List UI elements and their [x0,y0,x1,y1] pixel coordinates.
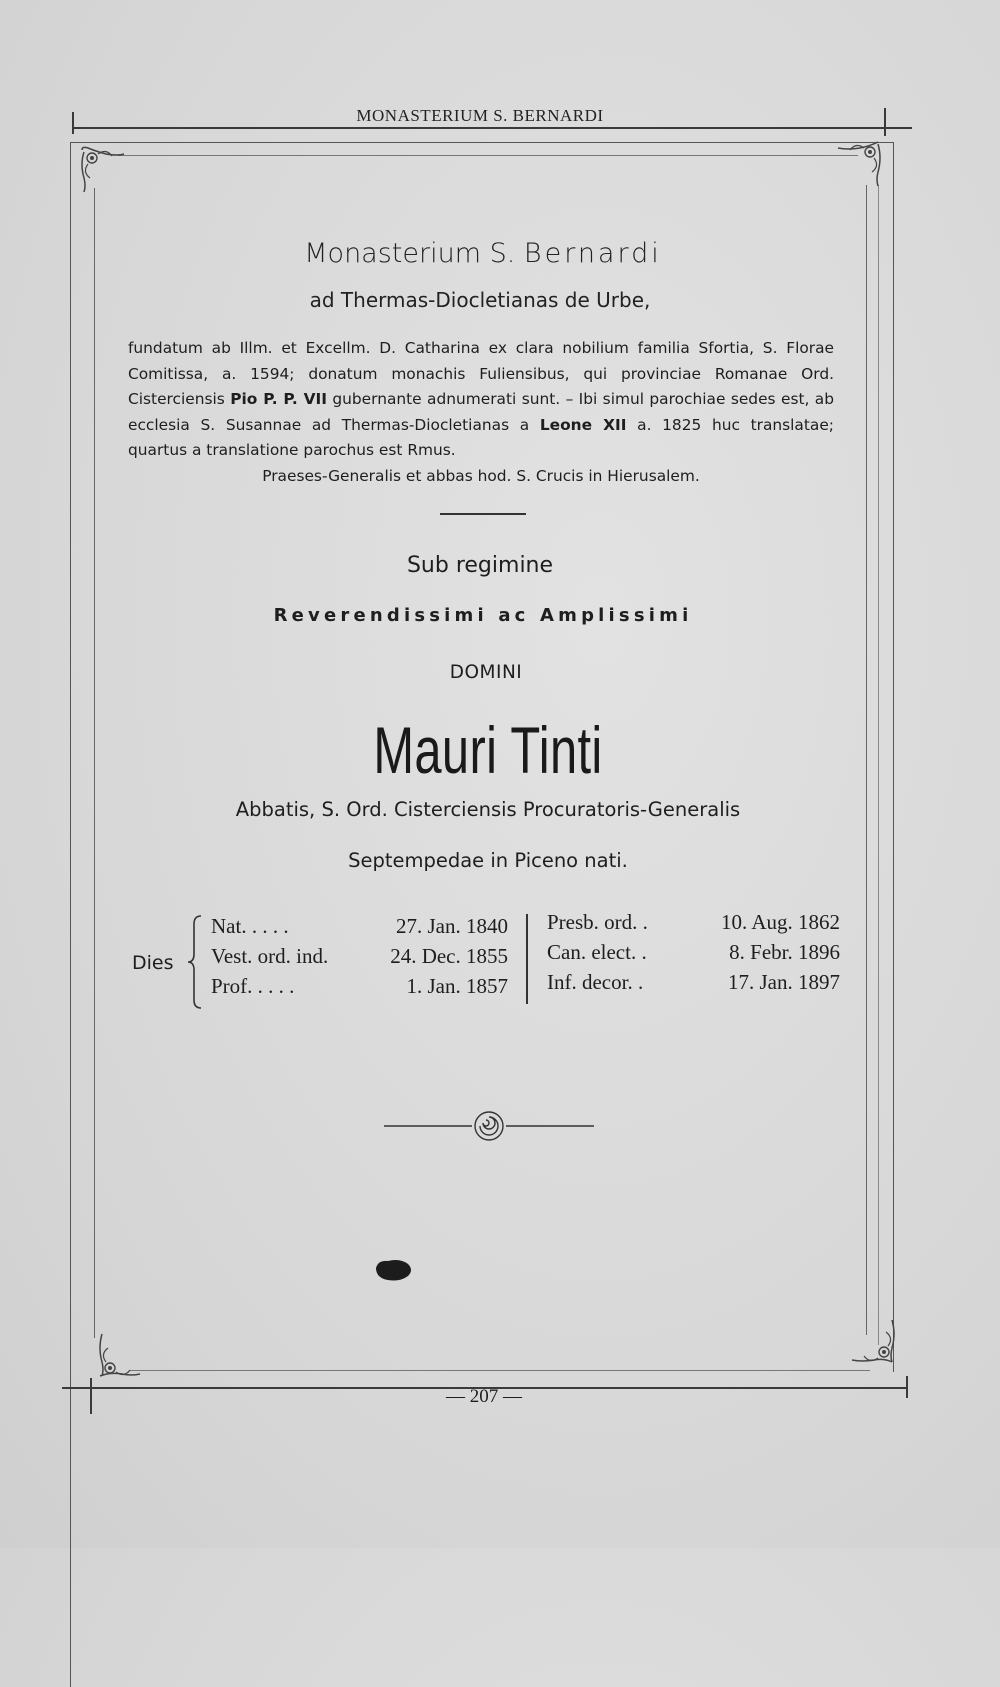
ink-blot [372,1256,414,1284]
frame-second-right [878,185,879,1345]
dates-right-values [680,907,840,997]
sub-regimine-heading: Sub regimine [406,553,554,578]
dates-left-events [211,911,328,1001]
domini-line: DOMINI [449,662,523,683]
page-title [0,238,966,269]
separator-rule [440,513,526,515]
body-text-3: a. 1825 huc translatae; quartus a translatione parochus est Rmus. [128,415,834,459]
body-text-2: gubernante adnumerati sunt. – Ibi simul parochiae sedes est, ab ecclesia S. Susannae ad Thermas-Diocletianas a [128,390,835,434]
title-part-2: Bernardi [523,238,662,269]
top-rule-left-tick [72,112,74,134]
date-event-inf: Inf. decor. . [547,970,644,994]
date-event-nat: Nat. . . . . [211,914,289,938]
reverendissimi-line: Reverendissimi ac Amplissimi [273,605,693,626]
frame-outer-left [70,142,71,1687]
corner-ornament-top-right [834,138,884,188]
body-text-last-line: Praeses-Generalis et abbas hod. S. Crucis in Hierusalem. [262,466,700,485]
date-value-inf: 17. Jan. 1897 [728,970,840,994]
date-event-can: Can. elect. . [547,940,647,964]
corner-ornament-top-left [78,144,128,194]
dates-column-divider [526,914,528,1004]
body-bold-pope-leo: Leone XII [539,415,627,434]
top-rule-right-tick [884,108,886,136]
top-rule [72,127,912,129]
body-paragraph [128,336,834,489]
frame-inner-bottom [130,1370,870,1371]
frame-outer-right [893,142,894,1372]
corner-ornament-bottom-left [96,1332,146,1382]
frame-inner-top [118,155,858,156]
left-brace [186,914,204,1010]
page-number: — 207 — [446,1386,522,1407]
body-text-1: fundatum ab Illm. et Excellm. D. Catharina ex clara nobilium familia Sfortia, S. Florae Comitissa, a. 1594; donatum monachis Fuliensibus, qui provinciae Romanae Ord. Cisterciensis [128,339,834,408]
date-event-prof: Prof. . . . . [211,974,295,998]
abbot-titles: Abbatis, S. Ord. Cisterciensis Procuratoris-Generalis [235,798,741,821]
date-event-presb: Presb. ord. . [547,910,648,934]
date-value-nat: 27. Jan. 1840 [396,914,508,938]
corner-ornament-bottom-right [848,1318,898,1368]
date-event-vest: Vest. ord. ind. [211,944,329,968]
dates-left-values [336,911,508,1001]
date-value-presb: 10. Aug. 1862 [720,910,840,934]
running-head: MONASTERIUM S. BERNARDI [356,106,604,125]
date-value-prof: 1. Jan. 1857 [406,974,508,998]
frame-inner-right [866,185,867,1335]
dates-right-events [547,907,648,997]
date-value-can: 8. Febr. 1896 [729,940,840,964]
birthplace-line: Septempedae in Piceno nati. [348,849,628,872]
abbot-name: Mauri Tinti [373,713,603,787]
body-bold-pope-pius: Pio P. P. VII [230,390,327,408]
subtitle: ad Thermas-Diocletianas de Urbe, [309,288,651,312]
title-part-1: Monasterium S. [304,238,516,269]
frame-outer [70,142,894,143]
frame-inner-left [94,188,95,1338]
dies-label: Dies [132,952,174,974]
date-value-vest: 24. Dec. 1855 [390,944,508,968]
spiral-ornament [384,1108,594,1144]
